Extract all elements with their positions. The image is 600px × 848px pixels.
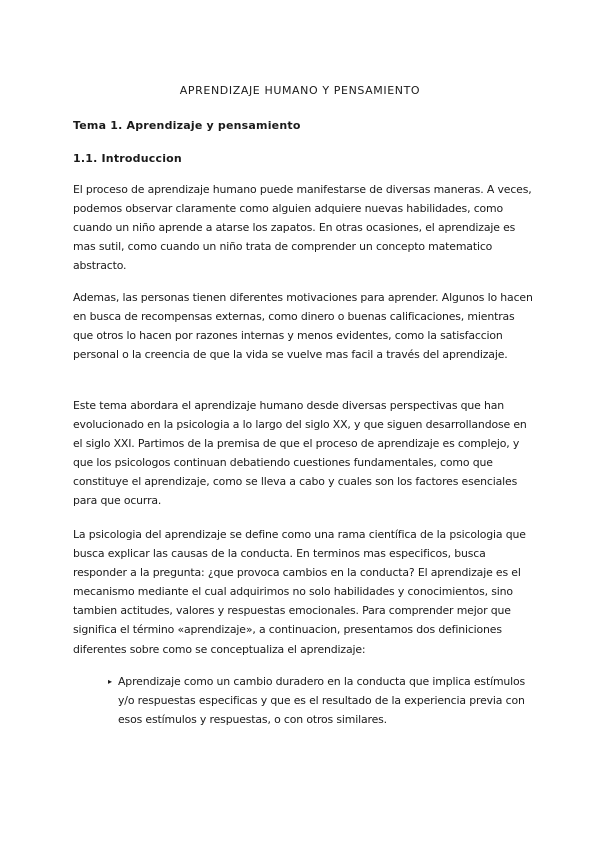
paragraph: Este tema abordara el aprendizaje humano desde diversas perspectivas que han evolucionado en la psicologia a lo largo del siglo XX, y que siguen desarrollandose en el siglo XXI. Partimos de la premisa de que el proceso de aprendizaje es complejo, y que los psicologos continuan debatiendo cuestiones fundamentales, como que constituye el aprendizaje, como se lleva a cabo y cuales son los factores esenciales para que ocurra. <box>73 399 527 508</box>
paragraph: Ademas, las personas tienen diferentes motivaciones para aprender. Algunos lo hacen en busca de recompensas externas, como dinero o buenas calificaciones, mientras que otros lo hacen por razones internas y menos evidentes, como la satisfaccion personal o la creencia de que la vida se vuelve mas facil a través del aprendizaje. <box>73 291 533 362</box>
topic-heading: Tema 1. Aprendizaje y pensamiento <box>73 119 301 132</box>
paragraph: La psicologia del aprendizaje se define como una rama científica de la psicologia que busca explicar las causas de la conducta. En terminos mas especificos, busca responder a la pregunta: ¿que provoca cambios en la conducta? El aprendizaje es el mecanismo mediante el cual adquirimos no solo habilidades y conocimientos, sino tambien actitudes, valores y respuestas emocionales. Para comprender mejor que significa el término «aprendizaje», a continuacion, presentamos dos definiciones diferentes sobre como se conceptualiza el aprendizaje: <box>73 528 526 656</box>
paragraph: El proceso de aprendizaje humano puede manifestarse de diversas maneras. A veces, podemos observar claramente como alguien adquiere nuevas habilidades, como cuando un niño aprende a atarse los zapatos. En otras ocasiones, el aprendizaje es mas sutil, como cuando un niño trata de comprender un concepto matematico abstracto. <box>73 183 532 273</box>
bullet-triangle-icon: ▸ <box>108 677 112 686</box>
definition-list <box>108 672 533 729</box>
section-heading: 1.1. Introduccion <box>73 152 182 165</box>
list-item <box>108 672 533 729</box>
list-item-text: Aprendizaje como un cambio duradero en la conducta que implica estímulos y/o respuestas especificas y que es el resultado de la experiencia previa con esos estímulos y respuestas, o con otros similares. <box>118 675 526 727</box>
document-title: APRENDIZAJE HUMANO Y PENSAMIENTO <box>179 84 421 97</box>
